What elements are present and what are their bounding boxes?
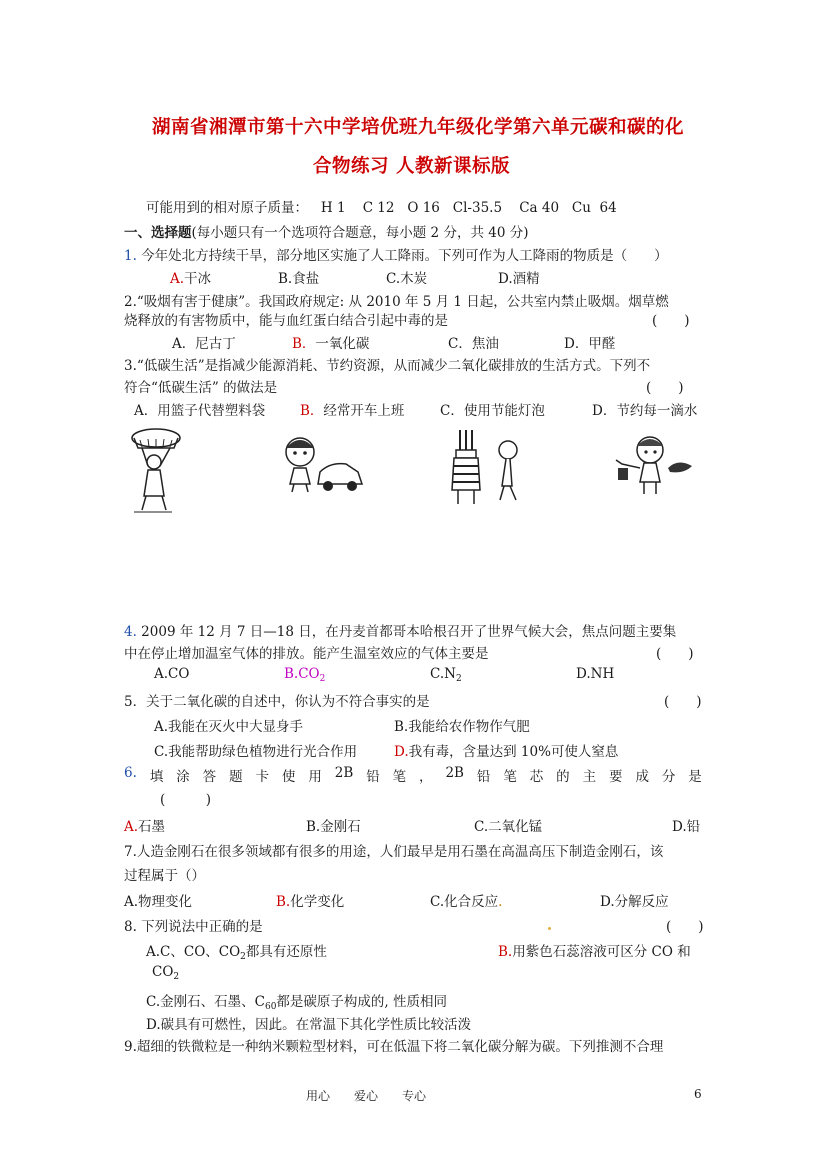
q5-option-d-letter: D. (394, 744, 409, 760)
q3-option-b-letter: B． (300, 403, 324, 419)
q2-option-c: C．焦油 (448, 336, 499, 352)
q7-option-c-dot: . (498, 894, 503, 910)
q8-option-a-text: A.C、CO、CO (146, 944, 241, 960)
q6-char: 芯 (529, 769, 544, 785)
q2-answer-paren: ( ) (652, 313, 690, 329)
q4-option-c-subscript: 2 (455, 674, 462, 684)
q6-char: 铅 (366, 769, 380, 785)
q4-line-1-text: 2009 年 12 月 7 日—18 日，在丹麦首都哥本哈根召开了世界气候大会，焦点问题主要集 (136, 624, 677, 640)
q6-char: 答 (202, 769, 217, 785)
basket-shopping-illustration (128, 426, 190, 514)
q8-option-b-continued (152, 964, 179, 982)
q6-char: 填 (149, 769, 164, 785)
document-title-line2: 合物练习 人教新课标版 (313, 156, 510, 177)
q1-option-a (170, 267, 211, 287)
q3-option-b (300, 399, 404, 419)
q7-option-d: D.分解反应 (600, 894, 669, 910)
q1-option-b: B.食盐 (278, 271, 320, 287)
q2-line-1: 2.“吸烟有害于健康”。我国政府规定: 从 2010 年 5 月 1 日起，公共室内禁止吸烟。烟草燃 (124, 294, 669, 310)
q4-number: 4. (124, 624, 137, 640)
q7-option-b (276, 890, 344, 910)
q4-option-b (284, 666, 325, 684)
q6-char: 成 (635, 769, 649, 785)
q6-option-b: B.金刚石 (306, 819, 361, 835)
energy-saving-bulb-illustration (450, 426, 530, 506)
q4-option-c-text: C.N (430, 666, 456, 682)
q4-option-b-text: B.CO (284, 666, 320, 682)
q9-line-1: 9.超细的铁微粒是一种纳米颗粒型材料，可在低温下将二氧化碳分解为碳。下列推测不合理 (124, 1039, 664, 1055)
q7-option-b-letter: B. (276, 894, 291, 910)
page-number: 6 (694, 1087, 702, 1101)
q3-answer-paren: ( ) (646, 380, 684, 396)
q1-option-c: C.木炭 (386, 271, 428, 287)
q4-option-b-subscript: 2 (319, 674, 326, 684)
atomic-masses: 可能用到的相对原子质量： H 1 C 12 O 16 Cl-35.5 Ca 40 Cu 64 (146, 200, 617, 216)
q4-answer-paren: ( ) (656, 646, 694, 662)
q8-answer-paren: ( ) (666, 919, 704, 935)
q1-option-a-letter: A. (170, 271, 185, 287)
q4-option-c (430, 666, 462, 684)
q2-option-d: D．甲醛 (564, 336, 616, 352)
q8-option-c (146, 990, 447, 1012)
q2-option-b (292, 332, 369, 352)
q8-option-c-tail: 都是碳原子构成的, 性质相同 (276, 994, 448, 1010)
question-1-stem (124, 244, 668, 264)
q4-option-d: D.NH (576, 666, 615, 682)
q8-option-b-cont-subscript: 2 (173, 972, 180, 982)
q6-char: 使 (281, 769, 296, 785)
q5-option-c: C.我能帮助绿色植物进行光合作用 (154, 744, 358, 760)
q8-option-b-cont-text: CO (152, 964, 174, 980)
q6-option-d: D.铅 (672, 819, 701, 835)
q7-option-b-text: 化学变化 (290, 894, 345, 910)
driving-car-illustration (280, 434, 366, 496)
q6-char: 2B (334, 765, 354, 781)
q4-line-2: 中在停止增加温室气体的排放。能产生温室效应的气体主要是 (124, 646, 489, 662)
q6-char: 要 (609, 769, 623, 785)
q6-char: 分 (661, 769, 676, 785)
section-note: (每小题只有一个选项符合题意，每小题 2 分，共 40 分) (191, 225, 529, 241)
footer-motto: 用心 爱心 专心 (306, 1089, 427, 1103)
q5-option-d (394, 740, 618, 760)
q8-option-a (146, 940, 327, 962)
q6-number: 6. (124, 765, 137, 781)
q6-char: 笔 (503, 769, 517, 785)
q6-option-a-text: 石墨 (138, 819, 166, 835)
q3-option-a: A．用篮子代替塑料袋 (134, 403, 266, 419)
q3-option-d: D．节约每一滴水 (592, 403, 698, 419)
watering-plant-illustration (612, 432, 696, 496)
section-heading (124, 221, 528, 241)
q1-text: 今年处北方持续干旱，部分地区实施了人工降雨。下列可作为人工降雨的物质是（ ） (136, 248, 668, 264)
q8-option-b-text: 用紫色石蕊溶液可区分 CO 和 (512, 944, 691, 960)
q6-stem (124, 765, 702, 785)
q7-option-c-text: C.化合反应 (430, 894, 499, 910)
q7-line-1: 7.人造金刚石在很多领域都有很多的用途，人们最早是用石墨在高温高压下制造金刚石，该 (124, 844, 664, 860)
q3-line-2: 符合“低碳生活” 的做法是 (124, 380, 278, 396)
q5-option-a: A.我能在灭火中大显身手 (154, 719, 304, 735)
q5-answer-paren: ( ) (664, 694, 702, 710)
q2-option-b-text: 一氧化碳 (315, 336, 370, 352)
stray-dot (548, 927, 551, 930)
q3-option-c: C．使用节能灯泡 (440, 403, 545, 419)
document-title-line1: 湖南省湘潭市第十六中学培优班九年级化学第六单元碳和碳的化 (152, 117, 685, 138)
q6-char: 用 (308, 769, 322, 785)
q1-number: 1. (124, 248, 137, 264)
section-title: 一、选择题 (124, 225, 192, 241)
q6-char: 是 (688, 769, 702, 785)
q5-option-b: B.我能给农作物作气肥 (394, 719, 530, 735)
q8-option-c-subscript: 60 (264, 1002, 277, 1012)
q2-line-2: 烧释放的有害物质中，能与血红蛋白结合引起中毒的是 (124, 313, 448, 329)
q2-option-b-letter: B． (292, 336, 316, 352)
q8-option-a-subscript: 2 (240, 952, 246, 962)
q6-char: ， (419, 769, 433, 785)
q7-option-c (430, 890, 502, 910)
q8-option-a-tail: 都具有还原性 (245, 944, 327, 960)
q4-option-a: A.CO (154, 666, 190, 682)
q4-line-1 (124, 620, 676, 640)
q6-char: 的 (556, 769, 570, 785)
q8-option-b (498, 940, 691, 960)
q1-option-d: D.酒精 (498, 271, 540, 287)
q6-char: 笔 (392, 769, 407, 785)
q6-char: 铅 (476, 769, 491, 785)
q8-option-d: D.碳具有可燃性，因此。在常温下其化学性质比较活泼 (146, 1017, 472, 1033)
q5-option-d-text: 我有毒，含量达到 10%可使人窒息 (408, 744, 619, 760)
q6-char: 题 (229, 769, 243, 785)
q6-answer-paren: ( ) (160, 792, 212, 808)
q7-line-2: 过程属于（） (124, 868, 205, 884)
q3-option-b-text: 经常开车上班 (323, 403, 405, 419)
q6-option-a (124, 815, 165, 835)
q8-option-b-letter: B. (498, 944, 513, 960)
q1-option-a-text: 干冰 (184, 271, 212, 287)
q5-stem: 5．关于二氧化碳的自述中，你认为不符合事实的是 (124, 694, 430, 710)
q3-line-1: 3.“低碳生活”是指减少能源消耗、节约资源，从而减少二氧化碳排放的生活方式。下列不 (124, 358, 651, 374)
q6-char: 主 (582, 769, 597, 785)
q6-option-a-letter: A. (124, 819, 139, 835)
q8-option-c-text: C.金刚石、石墨、C (146, 994, 265, 1010)
q7-option-a: A.物理变化 (124, 894, 193, 910)
q6-char: 2B (445, 765, 464, 781)
q6-option-c: C.二氧化锰 (474, 819, 543, 835)
q8-stem: 8. 下列说法中正确的是 (124, 919, 263, 935)
q2-option-a: A．尼古丁 (172, 336, 236, 352)
q6-char: 卡 (255, 769, 269, 785)
q6-char: 涂 (176, 769, 190, 785)
